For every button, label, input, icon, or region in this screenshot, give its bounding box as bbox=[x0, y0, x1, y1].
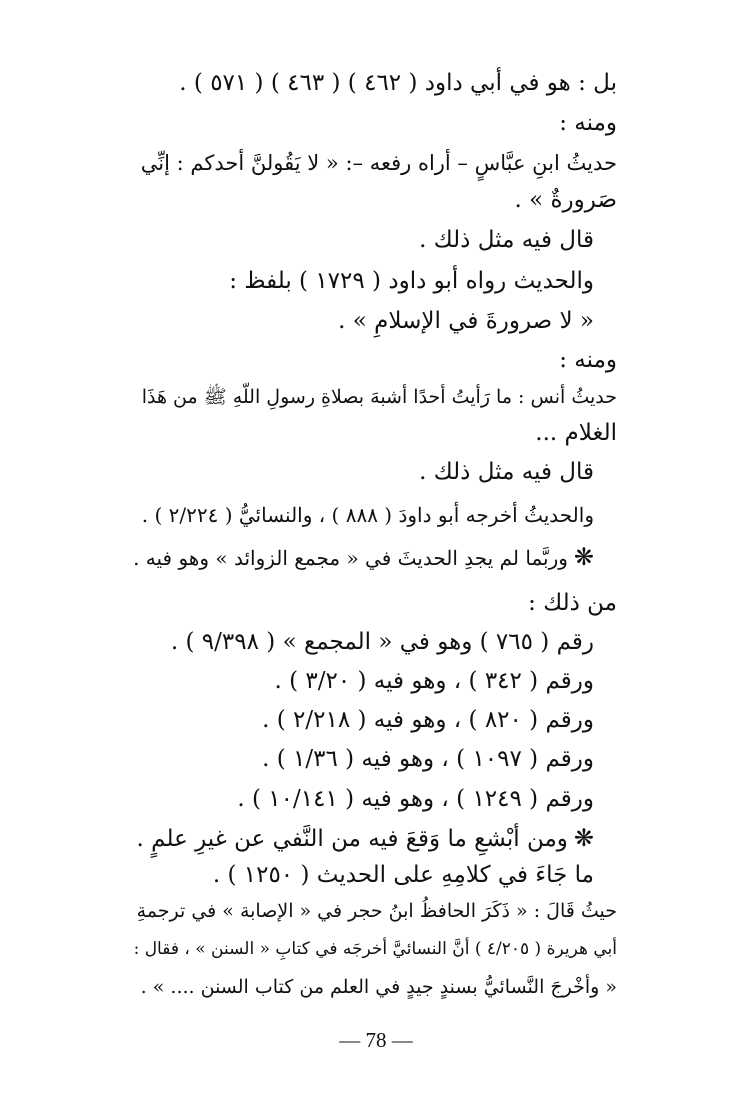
text-line-content: ومن أبْشعِ ما وَقعَ فيه من النَّفي عن غيرِ علمٍ . bbox=[136, 826, 568, 852]
text-line: ومنه : bbox=[559, 347, 617, 373]
text-line: حديثُ ابنِ عبَّاسٍ – أراه رفعه –: « لا يَقُولنَّ أحدكم : إنِّي bbox=[140, 151, 617, 175]
text-line bbox=[130, 542, 594, 573]
text-line: حيثُ قَالَ : « ذَكَرَ الحافظُ ابنُ حجر في « الإصابة » في ترجمةِ bbox=[136, 900, 617, 922]
text-line: رقم ( ٧٦٥ ) وهو في « المجمع » ( ٩/٣٩٨ ) . bbox=[170, 629, 594, 655]
text-line: ومنه : bbox=[559, 110, 617, 136]
text-line: الغلام ... bbox=[535, 420, 617, 446]
star-ornament-icon: ❋ bbox=[573, 543, 594, 571]
text-line: صَرورةٌ » . bbox=[514, 187, 617, 213]
text-line: قال فيه مثل ذلك . bbox=[419, 227, 594, 253]
text-line: أبي هريرة ( ٤/٢٠٥ ) أنَّ النسائيَّ أخرجَه في كتابِ « السنن » ، فقال : bbox=[133, 939, 617, 959]
text-line: والحديثُ أخرجه أبو داودَ ( ٨٨٨ ) ، والنسائيُّ ( ٢/٢٢٤ ) . bbox=[141, 503, 594, 527]
text-line: قال فيه مثل ذلك . bbox=[419, 459, 594, 485]
text-line bbox=[130, 823, 594, 854]
star-ornament-icon: ❋ bbox=[573, 824, 594, 852]
text-line-content: وربَّما لم يجدِ الحديثَ في « مجمع الزوائد » وهو فيه . bbox=[133, 546, 568, 570]
text-line: ورقم ( ١٢٤٩ ) ، وهو فيه ( ١٠/١٤١ ) . bbox=[237, 786, 594, 812]
text-line: والحديث رواه أبو داود ( ١٧٢٩ ) بلفظ : bbox=[229, 268, 594, 294]
text-line: ورقم ( ١٠٩٧ ) ، وهو فيه ( ١/٣٦ ) . bbox=[262, 746, 594, 772]
page-number: — 78 — bbox=[339, 1028, 413, 1052]
text-line: من ذلك : bbox=[528, 590, 617, 616]
text-line: « لا صرورةَ في الإسلامِ » . bbox=[338, 308, 594, 334]
text-line: بل : هو في أبي داود ( ٤٦٢ ) ( ٤٦٣ ) ( ٥٧١ ) . bbox=[179, 70, 617, 96]
text-line: ورقم ( ٨٢٠ ) ، وهو فيه ( ٢/٢١٨ ) . bbox=[262, 707, 594, 733]
text-line: ورقم ( ٣٤٢ ) ، وهو فيه ( ٣/٢٠ ) . bbox=[274, 668, 594, 694]
text-line: حديثُ أنس : ما رَأيتُ أحدًا أشبهَ بصلاةِ رسولِ اللّهِ ﷺ من هَذَا bbox=[141, 386, 617, 408]
text-line: « وأخْرجَ النَّسائيُّ بسندٍ جيدٍ في العلم من كتاب السنن .... » . bbox=[140, 976, 617, 998]
text-line: ما جَاءَ في كلامِهِ على الحديث ( ١٢٥٠ ) . bbox=[212, 862, 594, 888]
